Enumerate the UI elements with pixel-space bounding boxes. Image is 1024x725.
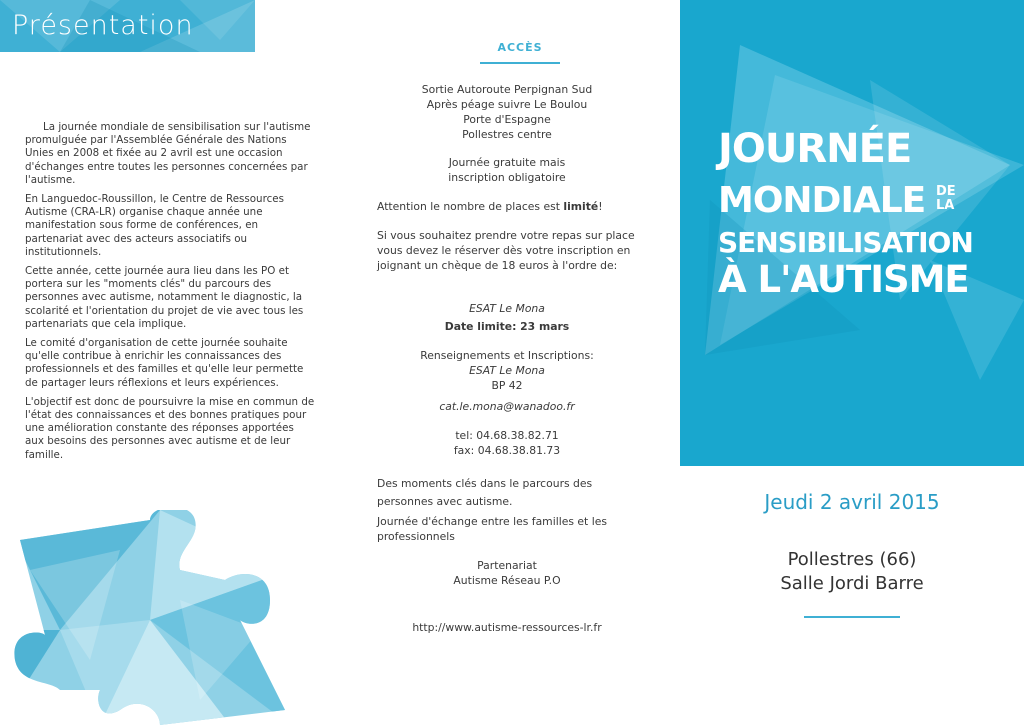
direction-line: Porte d'Espagne — [463, 113, 551, 126]
page-title: Présentation — [12, 10, 194, 41]
phone-number: tel: 04.68.38.82.71 — [455, 429, 559, 442]
paragraph: La journée mondiale de sensibilisation sur l'autisme promulguée par l'Assemblée Générale des Nations Unies en 2008 et fixée au 2 avril est une occasion d'échanges entre toutes les personnes concernées par l'autisme. — [25, 121, 311, 186]
title-de-la — [936, 185, 956, 213]
title-line-autisme: À L'AUTISME — [718, 258, 969, 301]
payment-info — [377, 301, 637, 334]
puzzle-piece-graphic — [0, 510, 290, 725]
website-link[interactable]: http://www.autisme-ressources-lr.fr — [412, 621, 602, 634]
meal-text: Si vous souhaitez prendre votre repas sur place vous devez le réserver dès votre inscription en joignant un chèque de 18 euros à l'ordre de: — [377, 229, 635, 272]
info-org: ESAT Le Mona — [469, 364, 545, 377]
attention-note — [377, 199, 637, 214]
free-line: Journée gratuite mais — [448, 156, 566, 169]
title-de: DE — [936, 184, 956, 199]
event-location — [680, 548, 1024, 596]
email-link[interactable]: cat.le.mona@wanadoo.fr — [439, 400, 575, 413]
direction-line: Pollestres centre — [462, 128, 552, 141]
partner-name: Autisme Réseau P.O — [453, 574, 561, 587]
deadline: Date limite: 23 mars — [444, 320, 570, 333]
paragraph: Cette année, cette journée aura lieu dans les PO et portera sur les "moments clés" du parcours des personnes avec autisme, notamment le diagnostic, la scolarité et l'orientation du projet de vie avec tous les partenariats que cela implique. — [25, 265, 304, 330]
event-city: Pollestres (66) — [787, 549, 917, 570]
presentation-panel — [0, 0, 340, 725]
exchange-line: Journée d'échange entre les familles et les professionnels — [377, 515, 607, 543]
title-line-mondiale: MONDIALE — [718, 180, 926, 221]
paragraph: Le comité d'organisation de cette journée souhaite qu'elle contribue à enrichir les connaissances des professionnels et des familles et qu'elle leur permette de partager leurs réflexions et leurs expériences. — [25, 337, 304, 389]
location-divider — [804, 616, 900, 618]
attention-suffix: ! — [598, 200, 603, 213]
title-la: LA — [936, 198, 955, 213]
attention-text: Attention le nombre de places est — [377, 200, 564, 213]
exchange-text — [377, 514, 637, 544]
info-heading: Renseignements et Inscriptions: — [420, 349, 594, 362]
fax-number: fax: 04.68.38.81.73 — [453, 444, 561, 457]
paragraph: En Languedoc-Roussillon, le Centre de Ressources Autisme (CRA-LR) organise chaque année une manifestation sous forme de conférences, en partenariat avec des acteurs associatifs ou institutionnels. — [25, 193, 284, 258]
meal-info — [377, 228, 637, 273]
moments-text — [377, 475, 637, 511]
direction-line: Sortie Autoroute Perpignan Sud — [421, 83, 593, 96]
cover-panel — [680, 0, 1024, 725]
presentation-banner — [0, 0, 255, 52]
attention-bold: limité — [563, 200, 599, 213]
free-line: inscription obligatoire — [448, 171, 566, 184]
heading-divider — [480, 62, 560, 64]
access-directions — [377, 82, 637, 142]
partner-heading: Partenariat — [477, 559, 537, 572]
title-line-journee: JOURNÉE — [718, 126, 912, 172]
contact-info — [377, 348, 637, 458]
presentation-text — [25, 121, 315, 468]
event-venue: Salle Jordi Barre — [780, 573, 924, 594]
event-date: Jeudi 2 avril 2015 — [764, 490, 940, 514]
website — [377, 620, 637, 635]
moments-line: Des moments clés dans le parcours des personnes avec autisme. — [377, 477, 593, 508]
paragraph: L'objectif est donc de poursuivre la mise en commun de l'état des connaissances et des bonnes pratiques pour une amélioration constante des réponses apportées aux besoins des personnes avec autisme et de leur famille. — [25, 395, 315, 461]
hero-banner — [680, 0, 1024, 466]
access-heading: ACCÈS — [497, 41, 543, 54]
direction-line: Après péage suivre Le Boulou — [426, 98, 588, 111]
info-bp: BP 42 — [491, 379, 523, 392]
partner-info — [377, 558, 637, 588]
title-line-sensibilisation: SENSIBILISATION — [718, 226, 973, 259]
payee: ESAT Le Mona — [469, 302, 545, 315]
access-panel — [340, 0, 680, 725]
free-entry-note — [377, 155, 637, 185]
